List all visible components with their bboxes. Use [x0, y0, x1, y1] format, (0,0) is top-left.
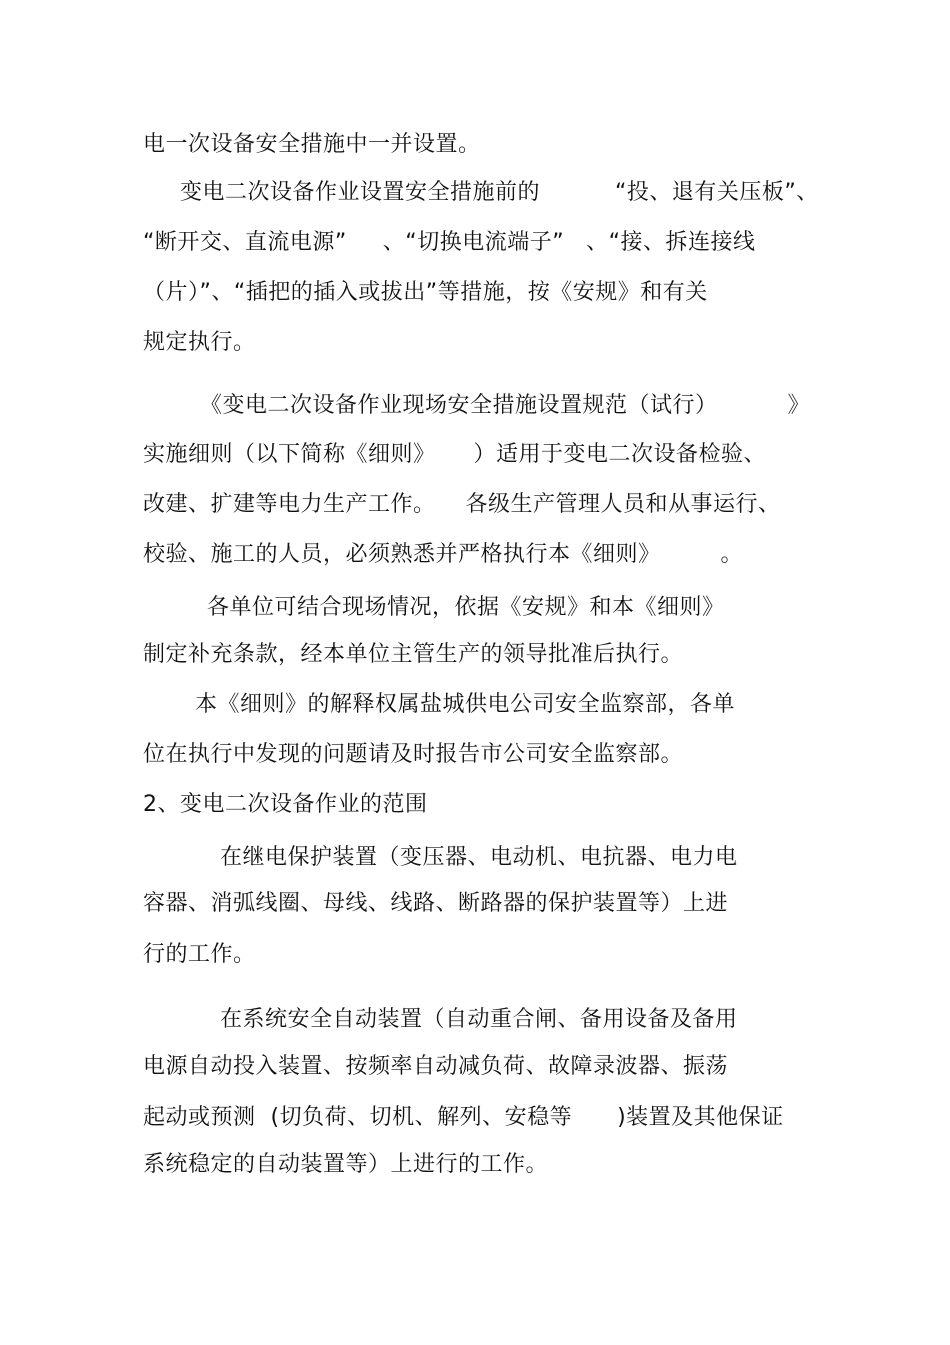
text-segment: 容器、消弧线圈、母线、线路、断路器的保护装置等）上进: [143, 891, 729, 916]
text-segment: 起动或预测 (切负荷、切机、解列、安稳等: [143, 1105, 573, 1130]
text-line: [143, 328, 256, 358]
text-line: [195, 690, 735, 720]
text-segment: 校验、施工的人员，必须熟悉并严格执行本《细则》: [143, 542, 661, 567]
text-segment: ）适用于变电二次设备检验、: [473, 442, 767, 467]
text-line: [180, 178, 819, 208]
text-segment: 系统稳定的自动装置等）上进行的工作。: [143, 1152, 549, 1177]
text-segment: 位在执行中发现的问题请及时报告市公司安全监察部。: [143, 742, 684, 767]
text-line: [143, 1103, 784, 1133]
text-segment: 。: [720, 542, 744, 567]
text-segment: 规定执行。: [143, 330, 256, 355]
text-line: [143, 1052, 728, 1082]
text-line: [143, 130, 481, 160]
text-segment: 改建、扩建等电力生产工作。: [143, 492, 436, 517]
text-line: [220, 1005, 738, 1035]
text-segment: 在系统安全自动装置（自动重合闸、备用设备及备用: [220, 1007, 738, 1032]
text-segment: 实施细则（以下简称《细则》: [143, 442, 436, 467]
text-line: [143, 490, 781, 520]
text-line: [207, 593, 725, 623]
text-segment: 电一次设备安全措施中一并设置。: [143, 132, 481, 157]
text-segment: 》: [787, 393, 811, 418]
text-segment: 2、变电二次设备作业的范围: [143, 792, 428, 817]
text-segment: 变电二次设备作业设置安全措施前的: [180, 180, 541, 205]
text-segment: （片）”、“插把的插入或拔出”等措施，按《安规》和有关: [143, 280, 708, 305]
text-line: [200, 391, 810, 421]
text-segment: 在继电保护装置（变压器、电动机、电抗器、电力电: [220, 845, 738, 870]
text-segment: 行的工作。: [143, 942, 256, 967]
text-segment: 、“切换电流端子”: [382, 230, 565, 255]
text-segment: 电源自动投入装置、按频率自动减负荷、故障录波器、振荡: [143, 1054, 729, 1079]
text-segment: )装置及其他保证: [617, 1105, 784, 1130]
text-line: [143, 440, 766, 470]
text-segment: 、“接、拆连接线: [586, 230, 756, 255]
text-line: [143, 540, 743, 570]
text-line: [143, 889, 728, 919]
text-line: [143, 228, 756, 258]
text-segment: “投、退有关压板”、: [615, 180, 819, 205]
text-segment: 各级生产管理人员和从事运行、: [465, 492, 781, 517]
text-segment: 本《细则》的解释权属盐城供电公司安全监察部，各单: [195, 692, 736, 717]
text-line: [220, 843, 738, 873]
text-segment: 各单位可结合现场情况，依据《安规》和本《细则》: [207, 595, 725, 620]
text-segment: 《变电二次设备作业现场安全措施设置规范（试行）: [200, 393, 718, 418]
text-line: [143, 790, 428, 820]
text-line: [143, 640, 683, 670]
text-line: [143, 940, 256, 970]
text-line: [143, 740, 683, 770]
text-segment: 制定补充条款，经本单位主管生产的领导批准后执行。: [143, 642, 684, 667]
text-line: [143, 1150, 548, 1180]
text-segment: “断开交、直流电源”: [143, 230, 347, 255]
text-line: [143, 278, 708, 308]
